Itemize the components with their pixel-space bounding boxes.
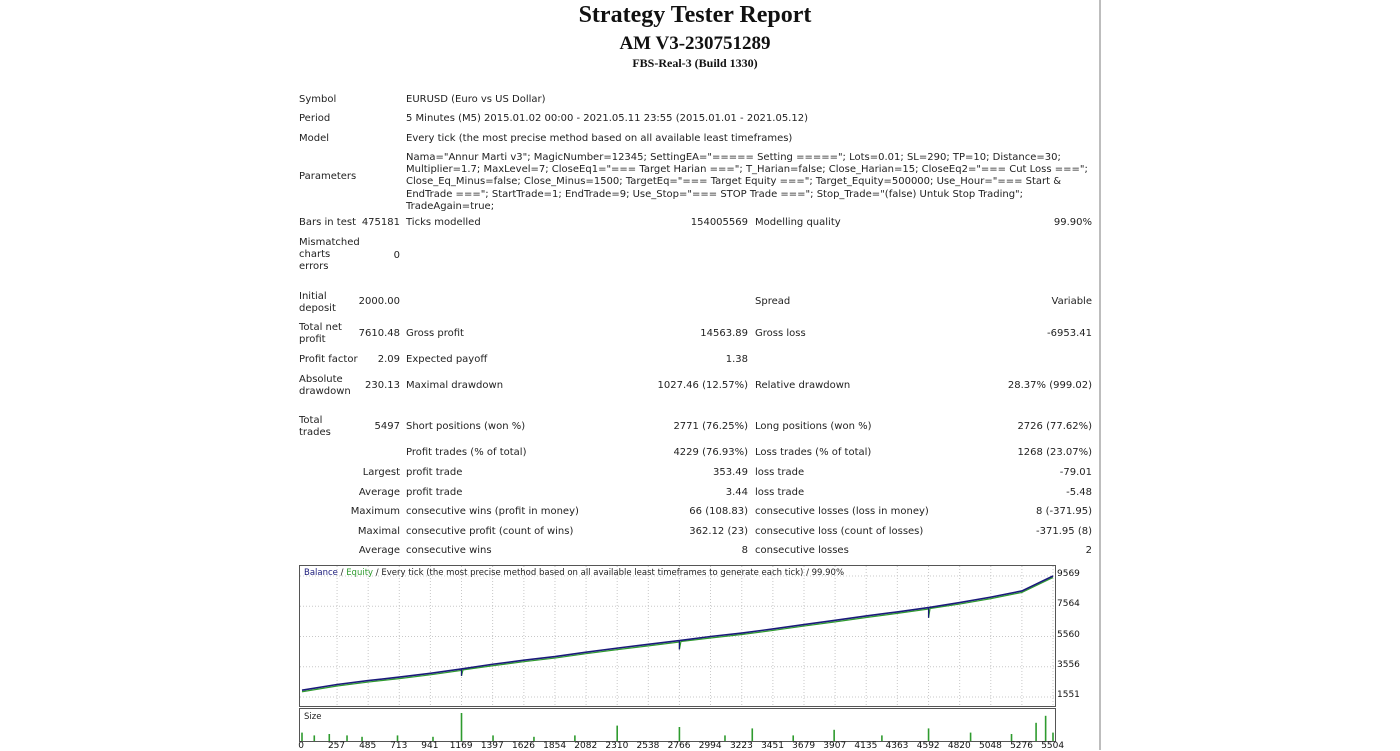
maximal-consecutive-profit-value: 362.12 (23) <box>689 526 748 537</box>
x-tick-label: 1626 <box>512 741 535 751</box>
mismatch-label: Mismatched charts errors <box>299 237 360 272</box>
loss-trades-label: Loss trades (% of total) <box>755 447 872 458</box>
profit-factor-label: Profit factor <box>299 354 358 365</box>
expected-payoff-label: Expected payoff <box>406 354 488 365</box>
report-title: Strategy Tester Report <box>578 2 812 28</box>
size-bar <box>616 726 618 741</box>
x-tick-label: 2082 <box>574 741 598 751</box>
size-bar <box>1052 733 1054 741</box>
x-tick-label: 941 <box>421 741 439 751</box>
report-server: FBS-Real-3 (Build 1330) <box>632 56 758 70</box>
parameters-label: Parameters <box>299 171 357 182</box>
period-value: 5 Minutes (M5) 2015.01.02 00:00 - 2021.05.11 23:55 (2015.01.01 - 2021.05.12) <box>406 113 808 124</box>
absolute-drawdown-value: 230.13 <box>365 380 400 391</box>
x-tick-label: 5276 <box>1010 741 1033 751</box>
average-label: Average <box>358 487 400 498</box>
spread-label: Spread <box>755 296 791 307</box>
avg-consecutive-losses-value: 2 <box>1085 545 1092 556</box>
size-bar <box>833 730 835 741</box>
model-value: Every tick (the most precise method based on all available least timeframes) <box>406 133 793 144</box>
size-bar <box>1035 723 1037 741</box>
relative-drawdown-value: 28.37% (999.02) <box>1007 380 1092 391</box>
average-loss-trade-label: loss trade <box>755 487 805 498</box>
deposit-label: Initial deposit <box>299 291 336 314</box>
size-bar <box>1011 734 1013 741</box>
average-loss-trade-value: -5.48 <box>1066 487 1092 498</box>
x-tick-label: 257 <box>327 741 346 751</box>
size-bar <box>970 733 972 741</box>
maximal-label: Maximal <box>357 526 400 537</box>
x-tick-label: 2994 <box>698 741 722 751</box>
deposit-value: 2000.00 <box>358 296 400 307</box>
size-chart <box>299 708 1056 742</box>
y-tick-label: 5560 <box>1057 629 1080 640</box>
total-trades-value: 5497 <box>374 421 400 432</box>
largest-loss-trade-value: -79.01 <box>1059 467 1092 478</box>
ticks-label: Ticks modelled <box>406 217 481 228</box>
ticks-value: 154005569 <box>690 217 748 228</box>
size-chart-svg <box>300 709 1055 741</box>
average-profit-trade-value: 3.44 <box>725 487 748 498</box>
x-tick-label: 2310 <box>605 741 629 751</box>
largest-loss-trade-label: loss trade <box>755 467 805 478</box>
report-subtitle: AM V3-230751289 <box>619 33 771 54</box>
x-tick-label: 2538 <box>636 741 660 751</box>
y-tick-label: 7564 <box>1057 599 1080 610</box>
size-bar <box>301 733 303 741</box>
size-bar <box>313 735 315 741</box>
max-consecutive-losses-value: 8 (-371.95) <box>1036 506 1092 517</box>
x-tick-label: 5504 <box>1041 741 1065 751</box>
x-tick-label: 2766 <box>667 741 691 751</box>
gross-loss-value: -6953.41 <box>1047 328 1092 339</box>
chart-title-rest: / Every tick (the most precise method based on all available least timeframes to generate each tick) / 99.90% <box>373 568 845 578</box>
x-tick-label: 3451 <box>761 741 784 751</box>
profit-trades-value: 4229 (76.93%) <box>673 447 748 458</box>
balance-chart-svg <box>300 566 1055 706</box>
mismatch-value: 0 <box>393 250 400 261</box>
avg-consecutive-wins-label: consecutive wins <box>406 545 492 556</box>
profit-factor-value: 2.09 <box>377 354 400 365</box>
maximal-consecutive-profit-label: consecutive profit (count of wins) <box>406 526 574 537</box>
size-bar <box>679 727 681 741</box>
x-tick-label: 1854 <box>543 741 567 751</box>
maximal-drawdown-label: Maximal drawdown <box>406 380 504 391</box>
largest-profit-trade-label: profit trade <box>406 467 463 478</box>
quality-label: Modelling quality <box>755 217 841 228</box>
net-profit-value: 7610.48 <box>358 328 400 339</box>
size-bar <box>724 735 726 741</box>
bars-label: Bars in test <box>299 217 356 228</box>
profit-trades-label: Profit trades (% of total) <box>406 447 527 458</box>
legend-balance: Balance <box>304 568 338 578</box>
size-bar <box>881 735 883 741</box>
gross-loss-label: Gross loss <box>755 328 806 339</box>
x-tick-label: 713 <box>390 741 408 751</box>
avg-consecutive-losses-label: consecutive losses <box>755 545 849 556</box>
y-tick-label: 1551 <box>1057 690 1080 700</box>
expected-payoff-value: 1.38 <box>725 354 748 365</box>
short-positions-label: Short positions (won %) <box>406 421 526 432</box>
x-tick-label: 1169 <box>449 741 473 751</box>
long-positions-value: 2726 (77.62%) <box>1017 421 1092 432</box>
period-label: Period <box>299 113 331 124</box>
legend-separator: / <box>337 568 347 578</box>
bars-value: 475181 <box>361 217 400 228</box>
x-tick-label: 3223 <box>729 741 753 751</box>
x-tick-label: 4363 <box>885 741 909 751</box>
y-tick-label: 3556 <box>1057 659 1080 670</box>
maximal-drawdown-value: 1027.46 (12.57%) <box>657 380 748 391</box>
size-bar <box>928 728 930 741</box>
parameters-value: Nama="Annur Marti v3"; MagicNumber=12345; SettingEA="===== Setting ====="; Lots=0.01; SL=290; TP=10; Distance=30; Multiplier=1.7; MaxLevel=7; CloseEq1="=== Target Harian ==="; T_Harian=false; Close_Harian=15; CloseEq2="=== Cut Loss ==="; Close_Eq_Minus=false; Close_Minus=1500; TargetEq="=== Target Equity ==="; Target_Equity=500000; Use_Hour="=== Start & EndTrade ==="; StartTrade=1; EndTrade=9; Use_Stop="=== STOP Trade ==="; Stop_Trade="(false) Untuk Stop Trading"; TradeAgain=true; <box>406 152 1088 212</box>
short-positions-value: 2771 (76.25%) <box>673 421 748 432</box>
model-label: Model <box>299 133 330 144</box>
maximal-consecutive-loss-label: consecutive loss (count of losses) <box>755 526 924 537</box>
max-consecutive-wins-label: consecutive wins (profit in money) <box>406 506 579 517</box>
x-tick-label: 3679 <box>792 741 816 751</box>
relative-drawdown-label: Relative drawdown <box>755 380 851 391</box>
loss-trades-value: 1268 (23.07%) <box>1017 447 1092 458</box>
largest-label: Largest <box>362 467 400 478</box>
x-tick-label: 3907 <box>823 741 847 751</box>
largest-profit-trade-value: 353.49 <box>713 467 748 478</box>
absolute-drawdown-label: Absolute drawdown <box>299 374 351 397</box>
x-tick-label: 5048 <box>978 741 1002 751</box>
maximum-label: Maximum <box>350 506 400 517</box>
x-tick-label: 4820 <box>947 741 971 751</box>
balance-line <box>302 576 1053 690</box>
x-tick-label: 1397 <box>480 741 504 751</box>
symbol-value: EURUSD (Euro vs US Dollar) <box>406 94 546 105</box>
quality-value: 99.90% <box>1053 217 1092 228</box>
gross-profit-label: Gross profit <box>406 328 464 339</box>
net-profit-label: Total net profit <box>299 322 342 345</box>
y-tick-label: 9569 <box>1057 569 1080 579</box>
long-positions-label: Long positions (won %) <box>755 421 872 432</box>
max-consecutive-wins-value: 66 (108.83) <box>689 506 748 517</box>
size-label: Size <box>304 712 322 722</box>
symbol-label: Symbol <box>299 94 337 105</box>
spread-value: Variable <box>1051 296 1092 307</box>
average-profit-trade-label: profit trade <box>406 487 463 498</box>
total-trades-label: Total trades <box>299 415 331 438</box>
avg-consecutive-wins-value: 8 <box>741 545 748 556</box>
balance-chart <box>299 565 1056 707</box>
gross-profit-value: 14563.89 <box>700 328 748 339</box>
size-bar <box>1045 716 1047 741</box>
x-tick-label: 4592 <box>916 741 940 751</box>
max-consecutive-losses-label: consecutive losses (loss in money) <box>755 506 929 517</box>
average-consecutive-label: Average <box>358 545 400 556</box>
size-bar <box>461 713 463 741</box>
size-bar <box>751 728 753 741</box>
x-tick-label: 485 <box>359 741 377 751</box>
x-tick-label: 0 <box>298 741 305 751</box>
x-tick-label: 4135 <box>854 741 878 751</box>
legend-equity: Equity <box>346 568 374 578</box>
size-bar <box>346 735 348 741</box>
size-bar <box>328 734 330 741</box>
page-border-line <box>1099 0 1101 750</box>
maximal-consecutive-loss-value: -371.95 (8) <box>1036 526 1092 537</box>
chart-legend <box>304 568 844 578</box>
